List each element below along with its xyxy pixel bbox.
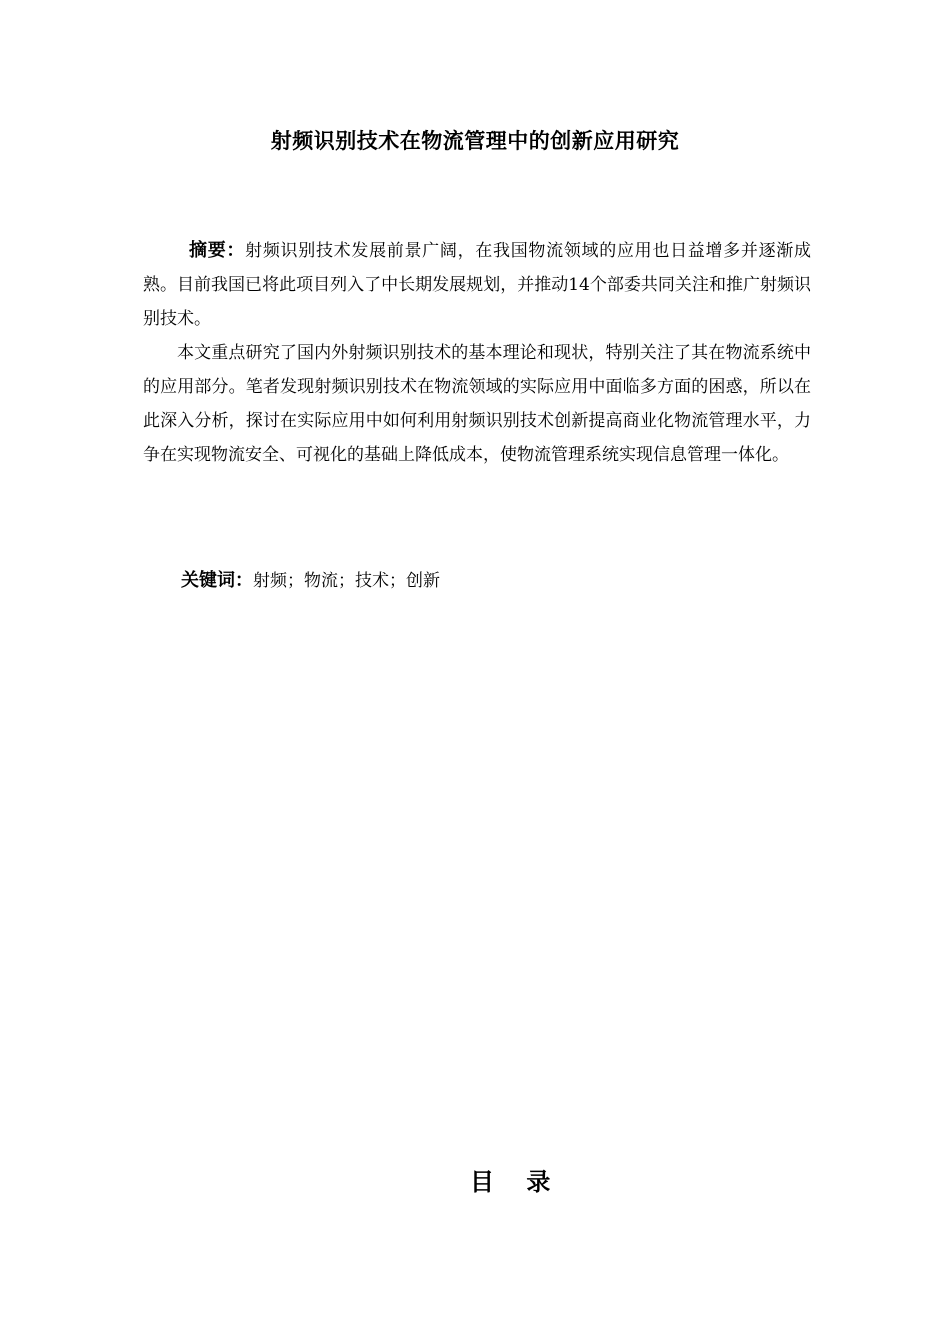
toc-heading: 目 录 [470,1168,563,1196]
abstract-section [143,234,811,472]
abstract-paragraph-2: 本文重点研究了国内外射频识别技术的基本理论和现状，特别关注了其在物流系统中的应用部分。笔者发现射频识别技术在物流领域的实际应用中面临多方面的困惑，所以在此深入分析，探讨在实际应用中如何利用射频识别技术创新提高商业化物流管理水平，力争在实现物流安全、可视化的基础上降低成本，使物流管理系统实现信息管理一体化。 [143,343,811,465]
keywords-line [181,564,440,598]
abstract-paragraph-1 [143,234,811,336]
keywords-value: 射频；物流；技术；创新 [253,571,440,591]
abstract-text-1: 射频识别技术发展前景广阔，在我国物流领域的应用也日益增多并逐渐成熟。目前我国已将此项目列入了中长期发展规划，并推动14个部委共同关注和推广射频识别技术。 [143,241,812,329]
paper-title: 射频识别技术在物流管理中的创新应用研究 [270,129,680,153]
abstract-label: 摘要： [189,240,246,261]
keywords-label: 关键词： [181,570,253,591]
